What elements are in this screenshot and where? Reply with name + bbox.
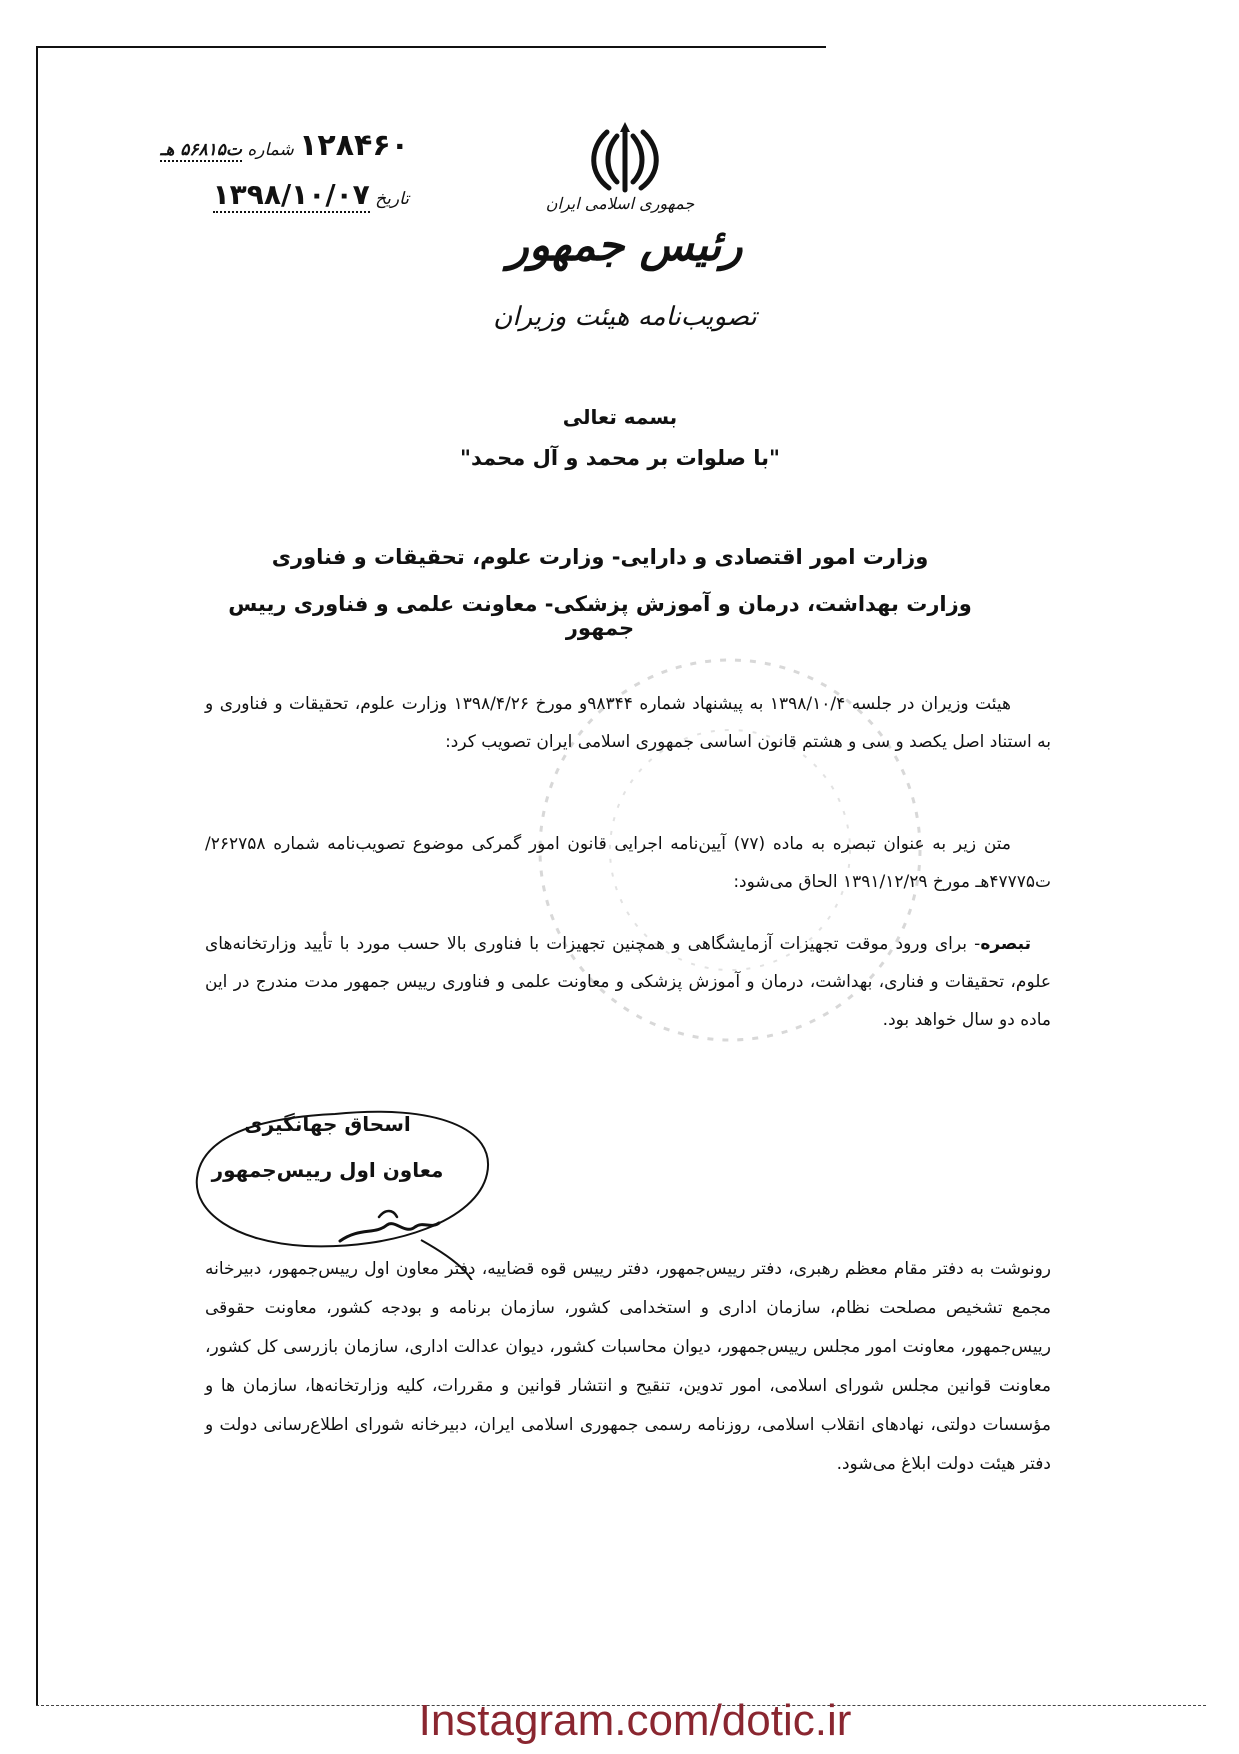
note-text: - برای ورود موقت تجهیزات آزمایشگاهی و همچنین تجهیزات با فناوری بالا حسب مورد با تأیید وزارتخانه‌های علوم، تحقیقات و فناری، بهداشت، درمان و آموزش پزشکی و معاونت علمی و فناوری رییس جمهور مدت مندرج در این ماده دو سال خواهد بود. (205, 934, 1051, 1030)
salutation: "با صلوات بر محمد و آل محمد" (460, 446, 780, 470)
document-date: ۱۳۹۸/۱۰/۰۷ (212, 178, 370, 211)
signer-title: معاون اول رییس‌جمهور (211, 1158, 444, 1182)
iran-emblem-icon (585, 120, 665, 198)
footer-url: Instagram.com/dotic.ir (418, 1696, 852, 1745)
number-label: شماره (247, 140, 294, 160)
signer-name: اسحاق جهانگیری (244, 1112, 411, 1136)
copy-recipients: رونوشت به دفتر مقام معظم رهبری، دفتر رییس‌جمهور، دفتر رییس قوه قضاییه، دفتر معاون اول رییس‌جمهور، دبیرخانه مجمع تشخیص مصلحت نظام، سازمان اداری و استخدامی کشور، سازمان برنامه و بودجه کشور، معاونت حقوقی رییس‌جمهور، معاونت امور مجلس رییس‌جمهور، دیوان محاسبات کشور، دیوان عدالت اداری، سازمان بازرسی کل کشور، معاونت قوانین مجلس شورای اسلامی، امور تدوین، تنقیح و انتشار قوانین و مقررات، کلیه وزارتخانه‌ها، سازمان ها و مؤسسات دولتی، نهادهای انقلاب اسلامی، روزنامه رسمی جمهوری اسلامی ایران، دبیرخانه شورای اطلاع‌رسانی دولت و دفتر هیئت دولت ابلاغ می‌شود. (205, 1259, 1051, 1474)
document-type: تصویب‌نامه هیئت وزیران (493, 302, 757, 332)
document-reference: ت۵۶۸۱۵ هـ (160, 140, 242, 160)
document-number: ۱۲۸۴۶۰ (299, 128, 409, 163)
decree-paragraph-2: متن زیر به عنوان تبصره به ماده (۷۷) آیین‌نامه اجرایی قانون امور گمرکی موضوع تصویب‌نامه شماره ۲۶۲۷۵۸/ت۴۷۷۷۵هـ مورخ ۱۳۹۱/۱۲/۲۹ الحاق می‌شود: (205, 834, 1051, 892)
recipients-line-1: وزارت امور اقتصادی و دارایی- وزارت علوم، تحقیقات و فناوری (271, 545, 929, 569)
date-label: تاریخ (375, 189, 409, 209)
recipients-line-2: وزارت بهداشت، درمان و آموزش پزشکی- معاونت علمی و فناوری رییس جمهور (228, 592, 972, 640)
invocation: بسمه تعالی (562, 405, 678, 429)
government-name: جمهوری اسلامی ایران (545, 194, 695, 213)
document-date-row (213, 178, 409, 211)
page-frame-left (36, 46, 38, 1706)
page-frame-top (36, 46, 826, 48)
signature-scribble (335, 1205, 445, 1253)
office-title: رئیس جمهور (507, 220, 743, 271)
decree-paragraph-1: هیئت وزیران در جلسه ۱۳۹۸/۱۰/۴ به پیشنهاد شماره ۹۸۳۴۴و مورخ ۱۳۹۸/۴/۲۶ وزارت علوم، تحقیقات و فناوری و به استناد اصل یکصد و سی و هشتم قانون اساسی جمهوری اسلامی ایران تصویب کرد: (205, 694, 1051, 752)
decree-note-paragraph (205, 925, 1051, 1039)
note-label: تبصره (980, 934, 1031, 954)
document-number-row (160, 128, 409, 163)
